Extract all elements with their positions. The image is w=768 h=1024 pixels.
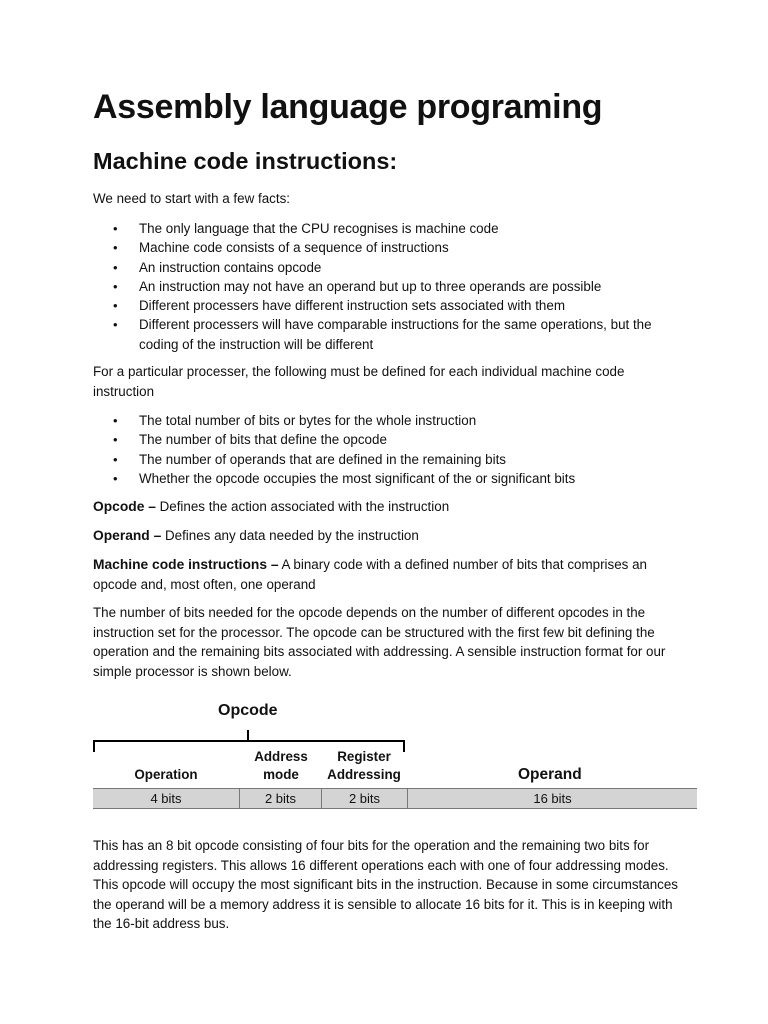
header-register-line2: Addressing (327, 767, 401, 782)
summary-paragraph: This has an 8 bit opcode consisting of four bits for the operation and the remaining two bits for addressing registers. This allows 16 different operations each with one of four addressing modes. This opcode will occupy the most significant bits in the instruction. Because in some circumstances the operand will be a memory address it is sensible to allocate 16 bits for it. This is in keeping with the 16-bit address bus. (93, 838, 678, 931)
intro-paragraph: We need to start with a few facts: (93, 191, 290, 206)
definition-opcode (93, 497, 693, 517)
document-title: Assembly language programing (93, 88, 603, 126)
list-item: • The number of bits that define the opcode (93, 430, 693, 449)
definition-term: Machine code instructions – (93, 557, 279, 572)
list-item: • Whether the opcode occupies the most significant of the or significant bits (93, 469, 693, 488)
header-register-line1: Register (337, 749, 391, 764)
cell-operand-bits: 16 bits (407, 788, 697, 809)
header-register-addressing (322, 748, 406, 784)
opcode-label: Opcode (218, 702, 278, 719)
header-operation: Operation (134, 767, 198, 782)
defined-paragraph: For a particular processer, the following must be defined for each individual machine code instruction (93, 364, 625, 399)
list-item: • The total number of bits or bytes for the whole instruction (93, 411, 693, 430)
definition-term: Operand – (93, 528, 162, 543)
list-item: • Different processers have different instruction sets associated with them (93, 296, 693, 315)
definition-machine-code (93, 555, 678, 594)
list-item: • An instruction may not have an operand but up to three operands are possible (93, 277, 693, 296)
header-address-mode-line2: mode (263, 767, 299, 782)
list-item: • An instruction contains opcode (93, 258, 693, 277)
instruction-format-figure (93, 700, 698, 812)
list-item: • The only language that the CPU recognises is machine code (93, 219, 693, 238)
definition-text: Defines the action associated with the instruction (155, 499, 450, 514)
list-item: • The number of operands that are defined in the remaining bits (93, 450, 693, 469)
list-item: • Different processers will have comparable instructions for the same operations, but the coding of the instruction will be different (93, 315, 693, 354)
header-address-mode-line1: Address (254, 749, 308, 764)
definition-text: A binary code with a defined number of bits that comprises an opcode and, most often, one operand (93, 557, 647, 592)
facts-list (93, 219, 693, 354)
section-heading: Machine code instructions: (93, 148, 398, 174)
bits-paragraph: The number of bits needed for the opcode depends on the number of different opcodes in the instruction set for the processor. The opcode can be structured with the first few bit defining the operation and the remaining bits associated with addressing. A sensible instruction format for our simple processor is shown below. (93, 605, 666, 679)
header-address-mode (240, 748, 322, 784)
cell-address-mode-bits: 2 bits (239, 788, 321, 809)
header-operand: Operand (518, 766, 582, 783)
definition-term: Opcode – (93, 499, 156, 514)
cell-operation-bits: 4 bits (93, 788, 239, 809)
list-item: • Machine code consists of a sequence of instructions (93, 238, 693, 257)
definition-text: Defines any data needed by the instruction (161, 528, 419, 543)
defined-list (93, 411, 693, 488)
cell-register-bits: 2 bits (321, 788, 407, 809)
definition-operand (93, 526, 693, 546)
